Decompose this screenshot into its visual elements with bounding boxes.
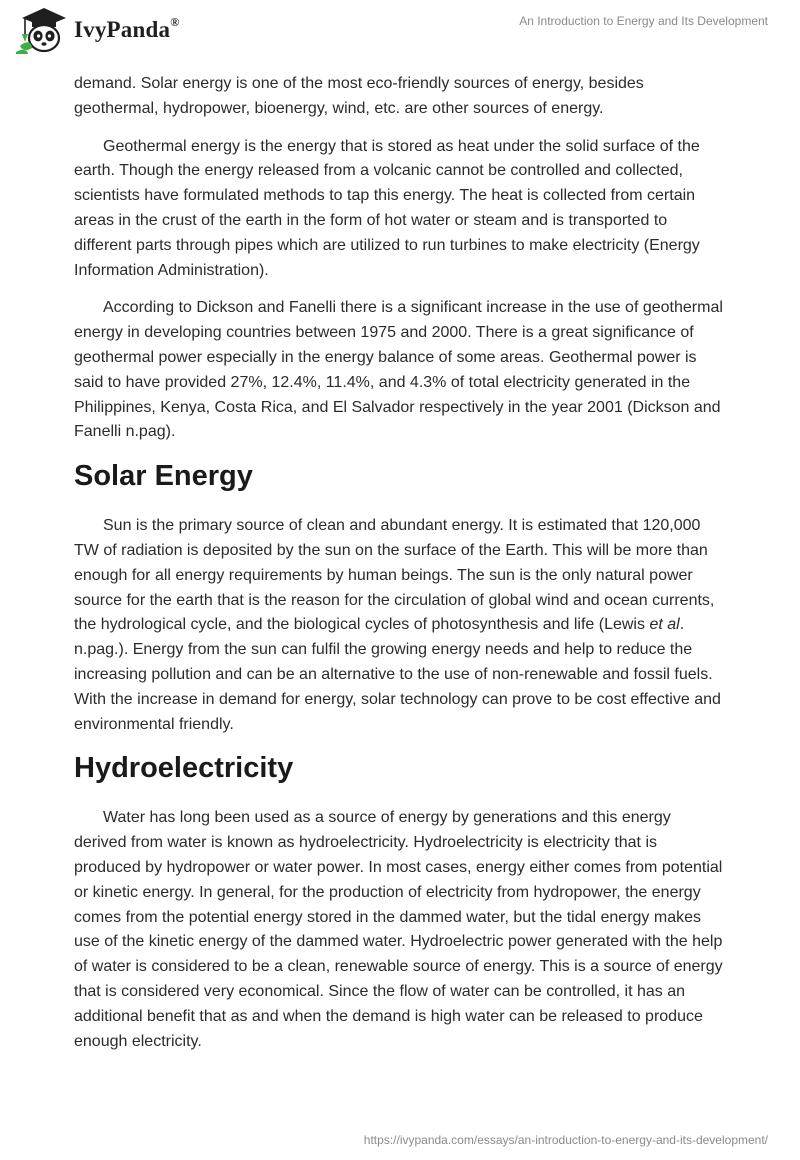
heading-solar-energy: Solar Energy (74, 460, 253, 493)
paragraph-geothermal-stats: According to Dickson and Fanelli there is a significant increase in the use of geothermal energy in developing countries between 1975 and 2000. There is a great significance of geothermal power especially in the energy balance of some areas. Geothermal power is said to have provided 27%, 12.4%, 11.4%, and 4.3% of total electricity generated in the Philippines, Kenya, Costa Rica, and El Salvador respectively in the year 2001 (Dickson and Fanelli n.pag). (74, 299, 723, 441)
brand-name: IvyPanda® (74, 15, 180, 42)
paragraph-continued: demand. Solar energy is one of the most eco-friendly sources of energy, besides geothermal, hydropower, bioenergy, wind, etc. are other sources of energy. (74, 75, 644, 117)
heading-hydroelectricity: Hydroelectricity (74, 752, 294, 785)
page-header (0, 0, 800, 64)
paragraph-hydro: Water has long been used as a source of energy by generations and this energy derived from water is known as hydroelectricity. Hydroelectricity is electricity that is produced by hydropower or water power. In most cases, energy either comes from potential or kinetic energy. In general, for the production of electricity from hydropower, the energy comes from the potential energy stored in the dammed water, but the tidal energy makes use of the kinetic energy of the dammed water. Hydroelectric power generated with the help of water is considered to be a clean, renewable source of energy. This is a source of energy that is considered very economical. Since the flow of water can be controlled, it has an additional benefit that as and when the demand is high water can be released to produce enough electricity. (74, 809, 723, 1050)
source-url[interactable]: https://ivypanda.com/essays/an-introduction-to-energy-and-its-development/ (363, 1133, 768, 1147)
document-title: An Introduction to Energy and Its Development (519, 14, 768, 28)
ivypanda-logo[interactable] (16, 6, 179, 54)
paragraph-geothermal: Geothermal energy is the energy that is stored as heat under the solid surface of the earth. Though the energy released from a volcanic cannot be controlled and collected, scientists have formulated methods to tap this energy. The heat is collected from certain areas in the crust of the earth in the form of hot water or steam and is transported to different parts through pipes which are utilized to run turbines to make electricity (Energy Information Administration). (74, 137, 700, 279)
panda-icon (16, 6, 68, 54)
essay-body (74, 72, 724, 1067)
paragraph-solar: Sun is the primary source of clean and abundant energy. It is estimated that 120,000 TW of radiation is deposited by the sun on the surface of the Earth. This will be more than enough for all energy requirements by human beings. The sun is the only natural power source for the earth that is the reason for the circulation of global wind and ocean currents, the hydrological cycle, and the biological cycles of photosynthesis and life (Lewis et al. n.pag.). Energy from the sun can fulfil the growing energy needs and help to reduce the increasing pollution and can be an alternative to the use of non-renewable and fossil fuels. With the increase in demand for energy, solar technology can prove to be cost effective and environmental friendly. (74, 517, 721, 733)
